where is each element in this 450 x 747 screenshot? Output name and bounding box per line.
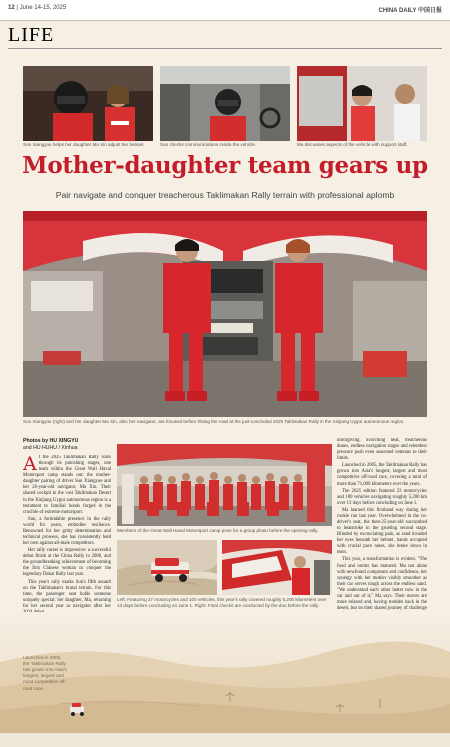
header-right [379, 5, 442, 14]
paper-name: CHINA DAILY [378, 8, 417, 14]
issue-date: June 14-15, 2025 [19, 5, 67, 11]
section-title: LIFE [8, 24, 55, 46]
col3-para: Launched in 2005, the Taklimakan Rally has grown into Asia's longest, largest and most competitive off-road race, covering a total of more than 71,000 kilometers over the years. [337, 463, 427, 487]
article-subhead: Pair navigate and conquer treacherous Taklimakan Rally terrain with professional aplomb [55, 190, 395, 200]
col3-para: This year, a transformation is evident. "The food and norms has matured. Ma not alone with newfound composure and confidence, her synergy with her mother visibly smoother as their car serves tough across the endless sand. "We understand each other better now in the car and out of it," Ma says. Their moves are more relaxed and, having trodden back in the desert, but on their shared journey of challenge [337, 557, 427, 612]
caption-top3: Ma discusses aspects of the vehicle with support staff. [297, 142, 408, 147]
photo-rally-car-desert [117, 540, 217, 595]
sidebar-fact: Launched in 2005, the Taklimakan Rally has grown into Asia's longest, largest and most competitive off-road race. [23, 655, 67, 691]
caption-top2: Sun checks communications inside the vehicle. [160, 142, 257, 147]
page-number: 12 [8, 5, 15, 11]
col1-para: This year's rally marks Sun's fifth assault on the Taklimakan's brutal terrain. For this time, the passenger seat holds someone uniquely special: her daughter, Ma, returning for her second year as navigator after her [23, 579, 111, 609]
photo-final-check [222, 540, 332, 595]
byline-line2: and HU HUHU / Xinhua [23, 444, 78, 451]
photo-main-duo [23, 211, 427, 417]
caption-top1: Sun Xiangyue helps her daughter Ma Xin adjust her helmet. [23, 142, 145, 147]
caption-team: Members of the Great Wall Haval Motorsport camp pose for a group photo before the opening rally. [117, 528, 319, 533]
photo-support-staff [297, 66, 427, 141]
desert-dunes-image [0, 612, 450, 733]
col1-para: Her rally career is impressive: a successful debut finish at the China Rally in 2006, and the groundbreaking achievement of becoming the first Chinese woman to conquer the legendary Dakar Rally last year. [23, 548, 111, 578]
caption-main: Sun Xiangyue (right) and her daughter Ma Xin, also her navigator, are focused before hitting the road at the just-concluded 2025 Taklimakan Rally in the Xinjiang Uygur autonomous region. [23, 419, 405, 424]
page-header [0, 0, 450, 21]
byline-line1: Photos by HU XINGYU [23, 438, 79, 444]
paper-name-cn: 中国日报 [417, 8, 442, 14]
header-left: 12 | June 14-15, 2025 [8, 5, 67, 11]
photo-helmet-adjust [23, 66, 153, 141]
caption-bottom: Left: Featuring 27 motorcycles and 100 vehicles, this year's rally covered roughly 5,200 kilometers over 13 days before concluding on June 1. Right: Final checks are conducted by the duo before the rally. [117, 597, 327, 608]
drop-cap: A [23, 455, 37, 475]
page-footer [0, 733, 450, 747]
photo-team-group [117, 444, 332, 526]
col3-para: Ma learned this firsthand way during her rookie run last year. Overwhelmed in the co-driver's seat, the then-25-year-old succumbed to heatstroke in the grueling second stage. Blinded by excruciating pain, as sand invaded her eyes beneath her helmet, hands occupied with crucial pace notes, she broke down in tears. [337, 507, 427, 556]
byline [23, 438, 78, 452]
col3-para: The 2025 edition featured 23 motorcycles and 100 vehicles navigating roughly 5,200 km over 13 days before concluding on June 1. [337, 488, 427, 506]
photo-cockpit [160, 66, 290, 141]
section-divider [8, 48, 442, 49]
col1-para: t the 2025 Taklimakan Rally roars through its punishing stages, one team within the Great Wall Haval Motorsport camp stands out: the mother-daughter pairing of driver Sun Xiangyue and her 26-year-old navigator, Ma Xin. Their shared cockpit in the vast Taklimakan Desert in the Xinjiang Uygur autonomous region is a testament to familial bonds forged in the crucible of extreme motorsport. [23, 455, 111, 515]
article-headline: Mother-daughter team gears up [22, 152, 428, 179]
col3-para: unforgiving. Scorching heat, treacherous dunes, endless navigation stages and relentless pressure push even seasoned veterans to their limits. [337, 438, 427, 462]
col1-para: Sun, a formidable presence in the rally world for years, embodies resilience. Renowned for her gritty determination and technical prowess, she has consistently held her own against all-male competitors. [23, 516, 111, 547]
